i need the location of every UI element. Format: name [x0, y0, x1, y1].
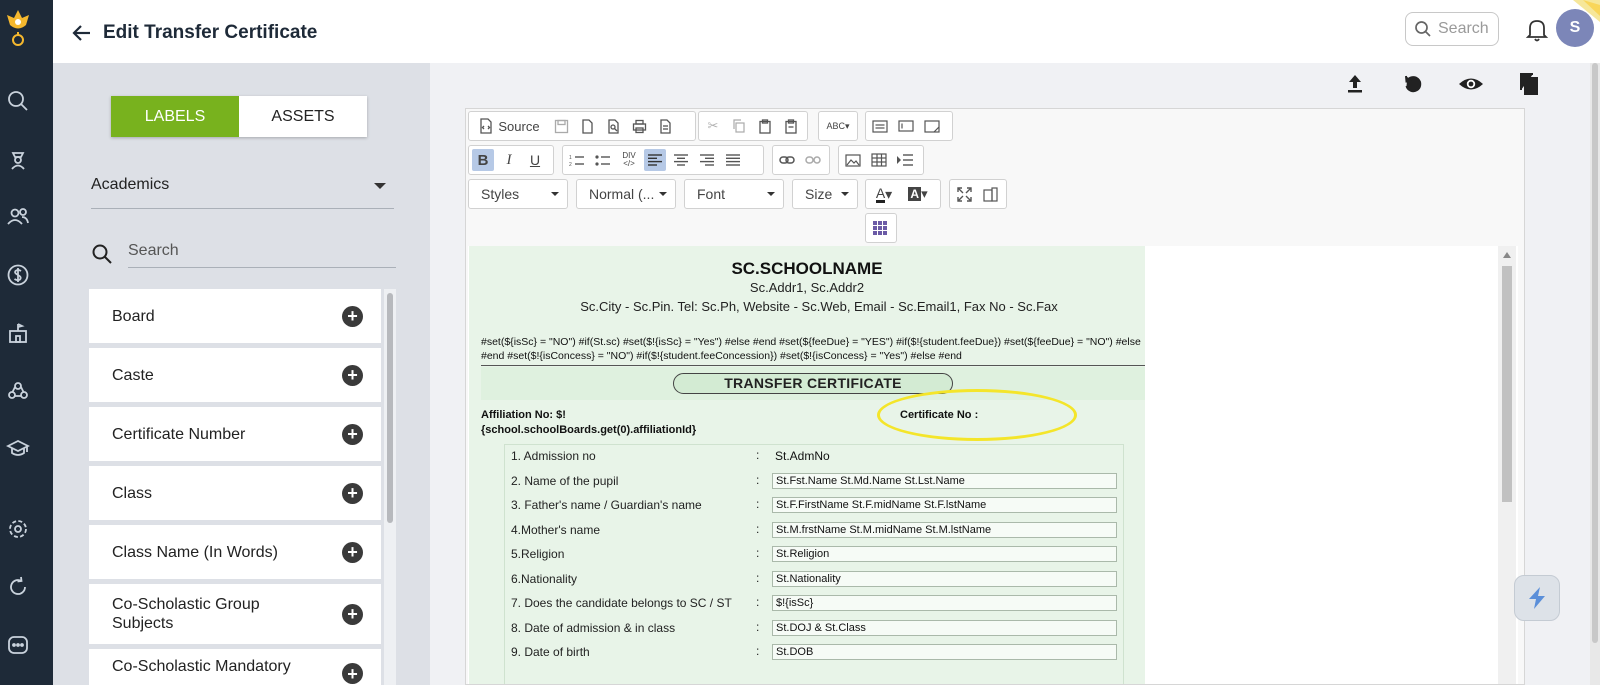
templates-icon[interactable] — [654, 115, 676, 137]
label-item-text: Class — [112, 484, 153, 502]
toolbar-colors-group — [865, 179, 941, 209]
copy-icon[interactable] — [1516, 71, 1542, 97]
category-select[interactable] — [91, 176, 394, 209]
label-item-text: Certificate Number — [112, 425, 246, 443]
groups-icon[interactable] — [5, 378, 31, 404]
toolbar-tools-group — [949, 179, 1007, 209]
editor-area-scrollbar[interactable] — [1590, 63, 1600, 685]
add-circle-icon[interactable]: + — [342, 424, 363, 445]
save-icon[interactable] — [550, 115, 572, 137]
search-icon[interactable] — [5, 88, 31, 114]
textfield-icon[interactable] — [895, 115, 917, 137]
bulleted-list-icon[interactable] — [592, 149, 614, 171]
field-colon: : — [756, 521, 760, 536]
label-item-co-scholastic-group-subjects[interactable] — [89, 584, 381, 644]
editor-actions — [1342, 71, 1542, 97]
numbered-list-icon[interactable] — [566, 149, 588, 171]
image-icon[interactable] — [842, 149, 864, 171]
source-button[interactable] — [472, 115, 546, 137]
field-label: 7. Does the candidate belongs to SC / ST — [511, 596, 732, 610]
fees-dollar-icon[interactable] — [5, 262, 31, 288]
field-label: 8. Date of admission & in class — [511, 620, 676, 635]
label-item-certificate-number[interactable] — [89, 407, 381, 461]
school-contact-line: Sc.City - Sc.Pin. Tel: Sc.Ph, Website - Sc.Web, Email - Sc.Email1, Fax No - Sc.Fax — [580, 299, 1058, 314]
student-icon[interactable] — [5, 146, 31, 172]
label-item-text: Co-Scholastic Mandatory — [112, 658, 291, 675]
scrollbar-thumb[interactable] — [1592, 63, 1598, 643]
field-label: 6.Nationality — [511, 571, 578, 586]
scrollbar-thumb[interactable] — [1502, 266, 1512, 502]
template-code-line: #set(${isSc} = "NO") #if(St.sc) #set($!{isSc} = "Yes") #else #end #set(${feeDue} = "YES") #if($!{student.feeDue}) #set(${feeDue} = "NO") #else #end #set($!{isConcess} = "NO") #if($!{student.feeConcession}) #set($!{isConcess} = "Yes") #else #end — [481, 335, 1145, 366]
users-icon[interactable] — [5, 203, 31, 229]
field-value[interactable]: St.M.frstName St.M.midName St.M.lstName — [772, 522, 1117, 538]
preview-doc-icon[interactable] — [602, 115, 624, 137]
align-left-icon[interactable] — [644, 149, 666, 171]
app-logo-icon[interactable] — [5, 8, 31, 50]
table-row — [505, 592, 1125, 616]
header-search[interactable] — [1405, 12, 1499, 46]
academics-icon[interactable] — [5, 436, 31, 462]
paste-icon[interactable] — [754, 115, 776, 137]
top-header — [53, 0, 1600, 63]
field-label: 2. Name of the pupil — [511, 473, 619, 488]
table-icon[interactable] — [868, 149, 890, 171]
labels-panel — [53, 63, 430, 685]
search-icon — [1414, 20, 1432, 38]
tab-assets[interactable]: ASSETS — [239, 96, 367, 137]
field-colon: : — [756, 619, 760, 634]
add-circle-icon[interactable]: + — [342, 542, 363, 563]
editor-content-scrollbar[interactable] — [1498, 246, 1516, 684]
font-dropdown[interactable] — [684, 179, 784, 209]
indent-icon[interactable] — [894, 149, 916, 171]
unlink-icon[interactable] — [802, 149, 824, 171]
tab-labels[interactable]: LABELS — [111, 96, 239, 137]
svg-text:1: 1 — [569, 154, 572, 161]
maximize-icon[interactable] — [953, 183, 975, 205]
field-colon: : — [756, 595, 760, 609]
toolbar-document-group — [468, 111, 696, 141]
toolbar-paragraph-group — [562, 145, 764, 175]
affiliation-number: Affiliation No: $!{school.schoolBoards.get(0).affiliationId} — [481, 409, 697, 436]
source-icon — [478, 118, 494, 134]
settings-gear-icon[interactable] — [5, 516, 31, 542]
scrollbar-thumb[interactable] — [387, 293, 393, 523]
editor-area — [430, 63, 1600, 685]
form-icon[interactable] — [869, 115, 891, 137]
label-item-text: Caste — [112, 366, 154, 384]
toolbar-links-group — [772, 145, 830, 175]
bold-icon[interactable]: B — [472, 149, 494, 171]
table-row — [505, 641, 1125, 665]
scroll-up-arrow-icon[interactable] — [1503, 252, 1511, 258]
category-value: Academics — [91, 176, 170, 193]
field-value[interactable]: St.AdmNo — [775, 449, 830, 463]
preview-eye-icon[interactable] — [1458, 71, 1484, 97]
field-value[interactable]: St.Religion — [772, 546, 1117, 562]
field-value[interactable]: $!{isSc} — [772, 595, 1117, 611]
label-search-input[interactable] — [128, 235, 396, 268]
rich-text-editor — [465, 108, 1525, 685]
user-avatar[interactable]: S — [1556, 9, 1594, 47]
toolbar-spellcheck-group — [818, 111, 858, 141]
add-circle-icon[interactable]: + — [342, 604, 363, 625]
certificate-document[interactable] — [469, 246, 1145, 684]
back-arrow-icon[interactable] — [71, 22, 93, 44]
label-item-caste[interactable] — [89, 348, 381, 402]
table-row — [505, 445, 1125, 469]
toolbar-forms-group — [865, 111, 953, 141]
table-row — [505, 519, 1125, 543]
textarea-icon[interactable] — [921, 115, 943, 137]
certificate-heading: TRANSFER CERTIFICATE — [673, 373, 953, 394]
add-circle-icon[interactable]: + — [342, 663, 363, 684]
table-row — [505, 470, 1125, 494]
label-item-class[interactable] — [89, 466, 381, 520]
field-colon: : — [756, 497, 760, 511]
new-page-icon[interactable] — [576, 115, 598, 137]
table-row — [505, 543, 1125, 567]
floating-helper-button[interactable] — [1514, 575, 1560, 621]
spellcheck-icon[interactable]: ABC▾ — [826, 120, 850, 131]
toolbar-insert-group — [838, 145, 924, 175]
editor-content[interactable] — [468, 246, 1518, 684]
align-justify-icon[interactable] — [722, 149, 744, 171]
school-building-icon[interactable] — [5, 320, 31, 346]
field-label: 5.Religion — [511, 547, 565, 561]
underline-icon[interactable]: U — [529, 152, 541, 168]
table-row — [505, 494, 1125, 518]
field-value[interactable]: St.DOB — [772, 644, 1117, 660]
highlight-ellipse — [877, 389, 1077, 441]
label-item-board[interactable] — [89, 289, 381, 343]
page-title: Edit Transfer Certificate — [103, 22, 318, 43]
text-color-icon[interactable]: A ▾ — [875, 184, 893, 202]
label-list — [89, 289, 381, 685]
school-address: Sc.Addr1, Sc.Addr2 — [749, 280, 865, 295]
refresh-icon[interactable] — [5, 574, 31, 600]
student-details-table — [504, 444, 1124, 684]
copy-text-icon[interactable] — [728, 115, 750, 137]
label-item-text: Class Name (In Words) — [112, 543, 278, 561]
italic-icon[interactable]: I — [506, 151, 512, 168]
field-label: 1. Admission no — [511, 449, 596, 463]
toolbar-clipboard-group — [698, 111, 808, 141]
add-circle-icon[interactable]: + — [342, 365, 363, 386]
field-value[interactable]: St.F.FirstName St.F.midName St.F.lstName — [772, 497, 1117, 513]
toolbar-placeholder-group — [865, 213, 897, 243]
field-label: 4.Mother's name — [511, 522, 600, 537]
show-blocks-icon[interactable] — [979, 183, 1001, 205]
print-icon[interactable] — [628, 115, 650, 137]
chevron-down-icon — [374, 183, 386, 189]
search-icon — [91, 243, 113, 265]
field-colon: : — [756, 448, 760, 462]
add-circle-icon[interactable]: + — [342, 483, 363, 504]
label-item-co-scholastic-mandatory[interactable] — [89, 649, 381, 685]
field-colon: : — [756, 644, 760, 658]
header-search-placeholder: Search — [1438, 20, 1489, 37]
size-dropdown[interactable] — [792, 179, 858, 209]
bolt-logo-icon — [1524, 585, 1550, 611]
background-color-icon[interactable]: A ▾ — [910, 186, 928, 201]
paste-text-icon[interactable] — [780, 115, 802, 137]
field-colon: : — [756, 472, 760, 487]
format-value: Normal (... — [589, 186, 655, 202]
label-item-text: Board — [112, 307, 155, 325]
label-item-text: Co-Scholastic Group Subjects — [112, 596, 260, 632]
field-colon: : — [756, 570, 760, 585]
format-dropdown[interactable] — [576, 179, 676, 209]
label-list-scrollbar[interactable] — [384, 289, 396, 685]
field-label: 3. Father's name / Guardian's name — [511, 498, 702, 512]
size-value: Size — [805, 186, 833, 202]
field-value[interactable]: St.DOJ & St.Class — [772, 620, 1117, 636]
more-options-icon[interactable] — [5, 632, 31, 658]
svg-text:2: 2 — [569, 161, 572, 167]
align-center-icon[interactable] — [670, 149, 692, 171]
align-right-icon[interactable] — [696, 149, 718, 171]
reset-icon[interactable] — [1400, 71, 1426, 97]
source-label: Source — [498, 118, 540, 134]
toolbar-basicstyles-group — [468, 145, 554, 175]
font-value: Font — [697, 186, 726, 202]
upload-icon[interactable] — [1342, 71, 1368, 97]
field-value[interactable]: St.Fst.Name St.Md.Name St.Lst.Name — [772, 473, 1117, 489]
field-value[interactable]: St.Nationality — [772, 571, 1117, 587]
grid-apps-icon[interactable] — [869, 217, 891, 239]
table-row — [505, 568, 1125, 592]
certificate-number-label: Certificate No : — [900, 409, 979, 421]
nav-rail — [0, 0, 53, 685]
labels-assets-toggle — [111, 96, 367, 137]
field-colon: : — [756, 546, 760, 560]
table-row — [505, 617, 1125, 641]
styles-dropdown[interactable] — [468, 179, 568, 209]
field-label: 9. Date of birth — [511, 645, 590, 659]
link-icon[interactable] — [776, 149, 798, 171]
school-name: SC.SCHOOLNAME — [731, 259, 883, 278]
add-circle-icon[interactable]: + — [342, 306, 363, 327]
styles-value: Styles — [481, 186, 520, 202]
div-container-icon[interactable]: DIV </> — [622, 151, 636, 168]
cut-icon[interactable]: ✂ — [707, 118, 719, 133]
label-item-class-name-in-words[interactable] — [89, 525, 381, 579]
